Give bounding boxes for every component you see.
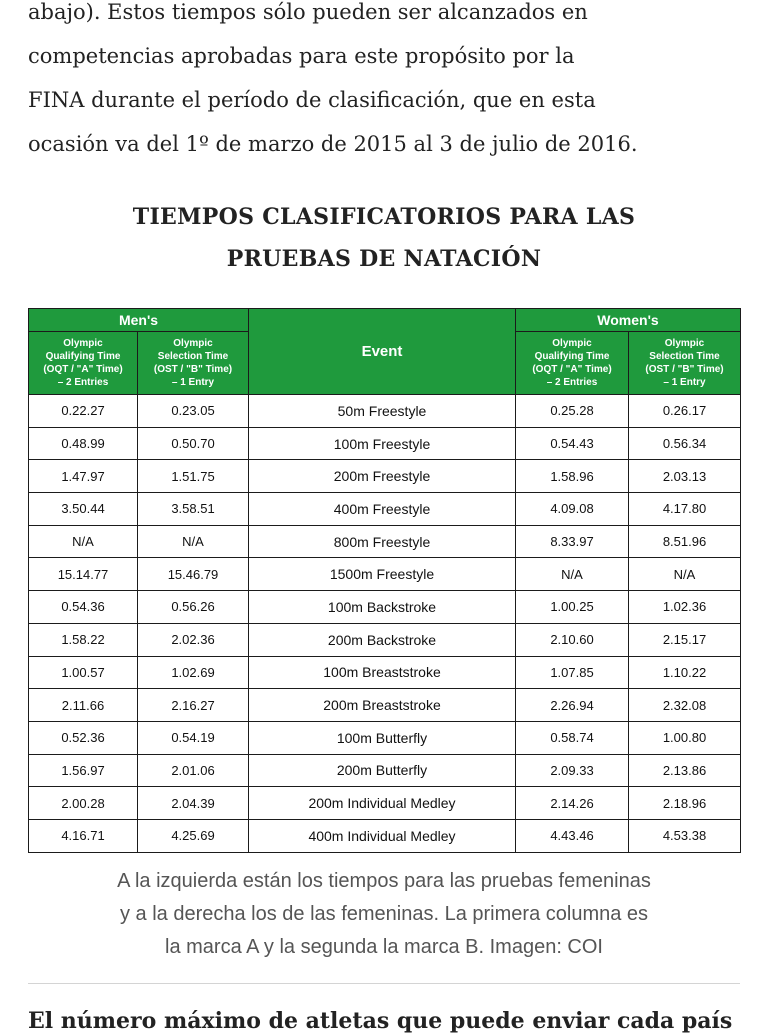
mens-b-time: 0.54.19: [138, 721, 249, 754]
header-line: (OST / "B" Time): [153, 364, 233, 375]
table-row: [29, 656, 741, 689]
womens-a-time: 4.09.08: [516, 493, 629, 526]
womens-b-time: 1.00.80: [629, 721, 741, 754]
heading-line: PRUEBAS DE NATACIÓN: [226, 246, 542, 272]
womens-b-time: 8.51.96: [629, 525, 741, 558]
womens-a-time: 8.33.97: [516, 525, 629, 558]
header-line: (OST / "B" Time): [645, 364, 724, 375]
intro-paragraph: [28, 0, 740, 166]
table-row: [29, 721, 741, 754]
mens-a-time: 0.48.99: [29, 427, 138, 460]
womens-b-time: 2.13.86: [629, 754, 741, 787]
mens-b-time: 3.58.51: [138, 493, 249, 526]
event-column-header: Event: [249, 309, 516, 395]
event-name: 200m Breaststroke: [249, 689, 516, 722]
next-paragraph: El número máximo de atletas que puede enviar cada país: [28, 1008, 733, 1034]
caption-divider: [28, 983, 740, 984]
mens-b-time: 4.25.69: [138, 819, 249, 852]
womens-b-time: 2.15.17: [629, 623, 741, 656]
caption-line: y a la derecha los de las femeninas. La primera columna es: [119, 903, 649, 925]
event-name: 200m Butterfly: [249, 754, 516, 787]
table-row: [29, 493, 741, 526]
womens-b-time: 1.10.22: [629, 656, 741, 689]
mens-b-time: 2.04.39: [138, 787, 249, 820]
mens-b-time: 2.01.06: [138, 754, 249, 787]
event-name: 800m Freestyle: [249, 525, 516, 558]
table-body: [29, 395, 741, 853]
intro-line: ocasión va del 1º de marzo de 2015 al 3 de julio de 2016.: [28, 132, 638, 156]
mens-a-time: 1.00.57: [29, 656, 138, 689]
womens-b-time: 2.03.13: [629, 460, 741, 493]
table-row: [29, 819, 741, 852]
womens-a-time: 0.25.28: [516, 395, 629, 428]
womens-a-time: 4.43.46: [516, 819, 629, 852]
mens-a-time: 1.58.22: [29, 623, 138, 656]
image-caption: [28, 865, 740, 964]
mens-a-time: 1.56.97: [29, 754, 138, 787]
header-line: (OQT / "A" Time): [532, 364, 612, 375]
womens-b-time: 0.26.17: [629, 395, 741, 428]
caption-line: A la izquierda están los tiempos para las pruebas femeninas: [117, 870, 651, 892]
header-line: – 1 Entry: [171, 377, 215, 388]
table-row: [29, 460, 741, 493]
mens-ost-header: [138, 332, 249, 395]
womens-a-time: 2.14.26: [516, 787, 629, 820]
intro-line: abajo). Estos tiempos sólo pueden ser alcanzados en: [28, 0, 588, 24]
mens-b-time: 1.51.75: [138, 460, 249, 493]
mens-a-time: 1.47.97: [29, 460, 138, 493]
mens-b-time: 0.23.05: [138, 395, 249, 428]
header-line: Selection Time: [157, 351, 229, 362]
mens-b-time: 15.46.79: [138, 558, 249, 591]
womens-b-time: 0.56.34: [629, 427, 741, 460]
event-name: 100m Butterfly: [249, 721, 516, 754]
mens-a-time: 2.11.66: [29, 689, 138, 722]
header-line: Selection Time: [649, 351, 720, 362]
event-name: 400m Individual Medley: [249, 819, 516, 852]
event-name: 400m Freestyle: [249, 493, 516, 526]
section-heading: [28, 196, 740, 280]
womens-a-time: 1.07.85: [516, 656, 629, 689]
mens-b-time: 2.02.36: [138, 623, 249, 656]
header-line: (OQT / "A" Time): [43, 364, 123, 375]
table-row: [29, 754, 741, 787]
event-name: 100m Breaststroke: [249, 656, 516, 689]
header-line: – 2 Entries: [546, 377, 598, 388]
mens-b-time: 0.56.26: [138, 591, 249, 624]
header-line: Olympic: [63, 338, 103, 349]
mens-a-time: 0.54.36: [29, 591, 138, 624]
table-row: [29, 787, 741, 820]
table-row: [29, 558, 741, 591]
mens-b-time: 0.50.70: [138, 427, 249, 460]
womens-a-time: 0.54.43: [516, 427, 629, 460]
womens-group-header: Women's: [516, 309, 741, 332]
womens-a-time: N/A: [516, 558, 629, 591]
header-line: Qualifying Time: [534, 351, 610, 362]
womens-b-time: 2.32.08: [629, 689, 741, 722]
womens-b-time: 2.18.96: [629, 787, 741, 820]
event-name: 100m Backstroke: [249, 591, 516, 624]
womens-b-time: N/A: [629, 558, 741, 591]
header-line: – 2 Entries: [57, 377, 109, 388]
header-line: Qualifying Time: [45, 351, 121, 362]
event-name: 50m Freestyle: [249, 395, 516, 428]
womens-b-time: 4.53.38: [629, 819, 741, 852]
event-name: 200m Freestyle: [249, 460, 516, 493]
table-row: [29, 689, 741, 722]
event-name: 200m Backstroke: [249, 623, 516, 656]
mens-a-time: 0.52.36: [29, 721, 138, 754]
mens-b-time: 1.02.69: [138, 656, 249, 689]
intro-line: FINA durante el período de clasificación, que en esta: [28, 88, 596, 112]
mens-a-time: 4.16.71: [29, 819, 138, 852]
table-row: [29, 623, 741, 656]
table-row: [29, 525, 741, 558]
mens-a-time: 3.50.44: [29, 493, 138, 526]
header-line: Olympic: [664, 338, 705, 349]
mens-a-time: 2.00.28: [29, 787, 138, 820]
qualifying-times-table: [28, 308, 741, 853]
qualifying-times-table-image: [28, 308, 740, 853]
heading-line: TIEMPOS CLASIFICATORIOS PARA LAS: [132, 204, 636, 230]
womens-a-time: 2.26.94: [516, 689, 629, 722]
womens-a-time: 1.58.96: [516, 460, 629, 493]
womens-oqt-header: [516, 332, 629, 395]
intro-line: competencias aprobadas para este propósito por la: [28, 44, 575, 68]
mens-a-time: N/A: [29, 525, 138, 558]
table-row: [29, 427, 741, 460]
event-name: 1500m Freestyle: [249, 558, 516, 591]
table-row: [29, 591, 741, 624]
mens-a-time: 15.14.77: [29, 558, 138, 591]
caption-line: la marca A y la segunda la marca B. Imagen: COI: [165, 936, 603, 958]
header-line: – 1 Entry: [663, 377, 706, 388]
mens-a-time: 0.22.27: [29, 395, 138, 428]
womens-a-time: 2.09.33: [516, 754, 629, 787]
womens-a-time: 2.10.60: [516, 623, 629, 656]
mens-oqt-header: [29, 332, 138, 395]
header-line: Olympic: [173, 338, 213, 349]
table-row: [29, 395, 741, 428]
mens-b-time: N/A: [138, 525, 249, 558]
mens-b-time: 2.16.27: [138, 689, 249, 722]
womens-b-time: 1.02.36: [629, 591, 741, 624]
event-name: 200m Individual Medley: [249, 787, 516, 820]
womens-a-time: 1.00.25: [516, 591, 629, 624]
event-name: 100m Freestyle: [249, 427, 516, 460]
womens-a-time: 0.58.74: [516, 721, 629, 754]
mens-group-header: Men's: [29, 309, 249, 332]
header-line: Olympic: [552, 338, 592, 349]
womens-b-time: 4.17.80: [629, 493, 741, 526]
womens-ost-header: [629, 332, 741, 395]
